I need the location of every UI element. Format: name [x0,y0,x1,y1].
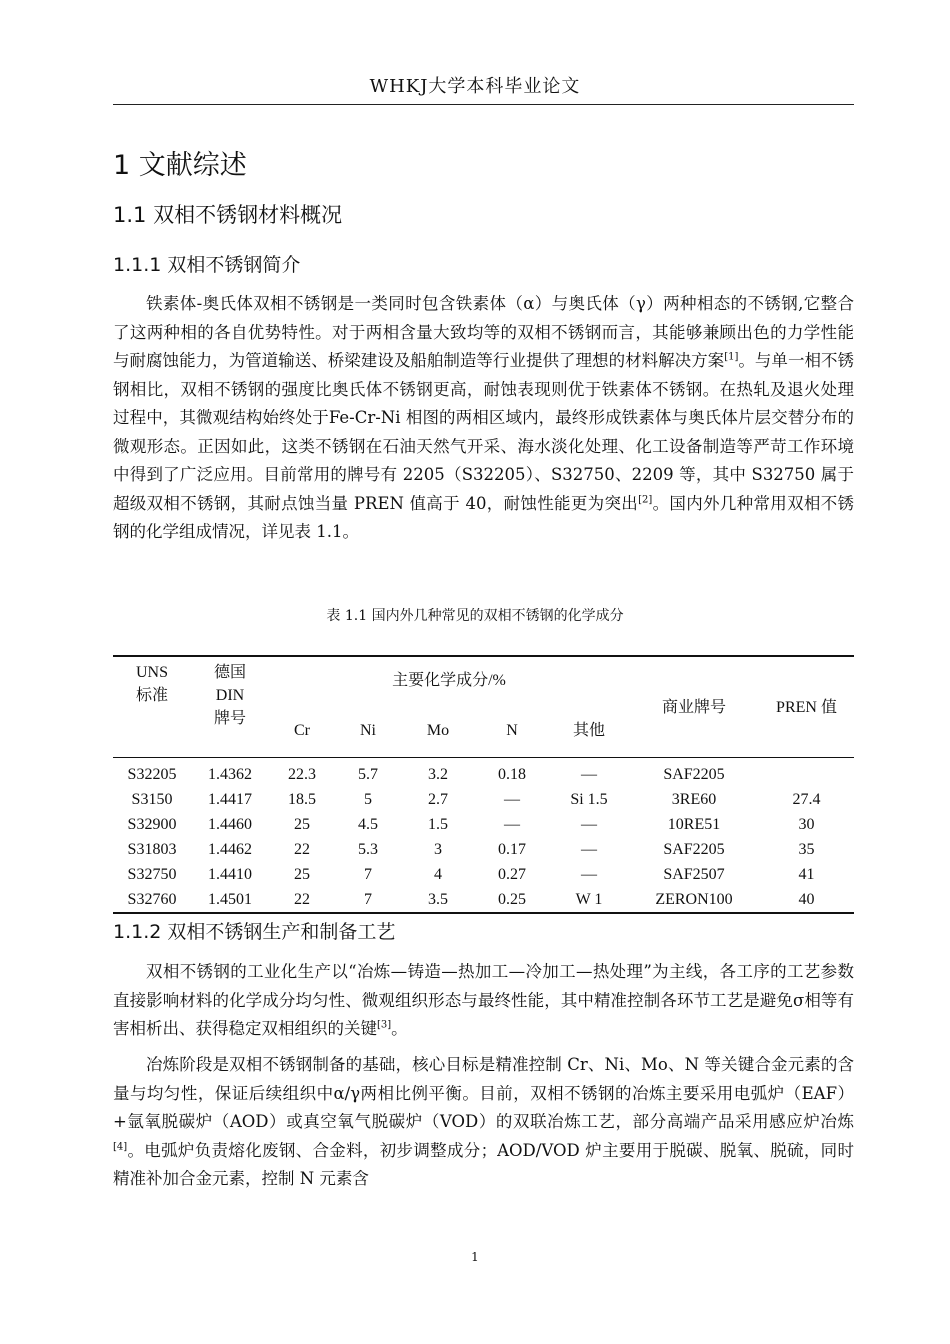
header-mo: Mo [401,705,475,758]
table-cell: 3RE60 [671,791,717,808]
header-text: 标准 [135,687,168,704]
paragraph-text: 。国内外几种常用双相不锈钢的化学组成情况，详见表 1.1。 [113,493,855,541]
table-cell: 1.4462 [208,841,252,858]
table-cell: 22 [294,841,310,858]
paragraph-process [113,958,854,1044]
header-uns [113,656,191,758]
table-row [113,758,854,788]
table-cell: SAF2205 [663,841,725,858]
header-text: DIN [215,687,245,704]
table-cell: S32205 [127,766,177,783]
table-cell: W 1 [549,887,629,913]
paragraph-intro [113,290,854,547]
citation[interactable]: [3] [377,1019,392,1031]
table-cell: 0.17 [498,841,526,858]
table-row [113,812,854,837]
table-cell: — [581,816,597,833]
table-cell: 0.18 [498,766,526,783]
header-pren: PREN 值 [759,656,854,758]
table-cell: 40 [759,887,854,913]
table-caption: 表 1.1 国内外几种常见的双相不锈钢的化学成分 [326,608,624,624]
citation[interactable]: [2] [638,494,653,505]
paragraph-smelting [113,1051,854,1194]
table-cell: 22 [269,887,335,913]
table-cell [759,758,854,788]
table-cell: — [504,816,520,833]
table-cell: 30 [798,816,815,833]
table-cell: 0.25 [475,887,549,913]
table-cell: 35 [798,841,815,858]
table-cell: 22.3 [288,766,316,783]
table-cell: 5 [364,791,372,808]
header-n: N [475,705,549,758]
paragraph-text: 。电弧炉负责熔化废钢、合金料，初步调整成分；AOD/VOD 炉主要用于脱碳、脱氧、脱硫，同时精准补加合金元素，控制 N 元素含 [113,1140,854,1188]
table-cell: 3.5 [401,887,475,913]
table-cell: 5.3 [358,841,378,858]
table-cell: 7 [335,887,401,913]
subsection-title-1: 1.1.1 双相不锈钢简介 [113,254,301,276]
paragraph-text: 双相不锈钢的工业化生产以“冶炼—铸造—热加工—冷加工—热处理”为主线，各工序的工艺参数直接影响材料的化学成分均匀性、微观组织形态与最终性能，其中精准控制各环节工艺是避免σ相等有害相析出、获得稳定双相组织的关键 [113,962,854,1038]
table-cell: 1.4362 [208,766,252,783]
table-cell: — [504,791,520,808]
table-cell: 41 [798,866,815,883]
header-rule [113,104,854,105]
table-cell: 7 [364,866,372,883]
header-cr: Cr [269,705,335,758]
header-text: UNS [135,664,168,681]
header-main-composition: 主要化学成分/% [269,656,629,705]
paragraph-text: 。与单一相不锈钢相比，双相不锈钢的强度比奥氏体不锈钢更高，耐蚀表现则优于铁素体不锈钢。在热轧及退火处理过程中，其微观结构始终处于Fe-Cr-Ni 相图的两相区域内，最终形成铁素体与奥氏体片层交替分布的微观形态。正因如此，这类不锈钢在石油天然气开采、海水淡化处理、化工设备制造等严苛工作环境中得到了广泛应用。目前常用的牌号有 2205（S32205）、S32750、2209 等，其中 S32750 属于超级双相不锈钢，其耐点蚀当量 PREN 值高于 40，耐蚀性能更为突出 [113,351,855,513]
table-row [113,787,854,812]
citation[interactable]: [4] [113,1141,128,1152]
table-cell: 18.5 [288,791,316,808]
table-cell: S32760 [113,887,191,913]
subsection-title-2: 1.1.2 双相不锈钢生产和制备工艺 [113,921,396,943]
table-row [113,862,854,887]
table-row [113,887,854,913]
table-cell: — [581,766,597,783]
table-cell: S31803 [127,841,177,858]
table-cell: 3 [434,841,442,858]
table-cell: 2.7 [428,791,448,808]
table-cell: — [581,866,597,883]
section-title: 1.1 双相不锈钢材料概况 [113,203,343,227]
table-cell: ZERON100 [629,887,759,913]
table-cell: 5.7 [358,766,378,783]
table-cell: 4 [434,866,442,883]
header-trade-name: 商业牌号 [629,656,759,758]
table-cell: 1.4410 [208,866,252,883]
table-cell: 25 [294,866,310,883]
paragraph-text: 。 [391,1019,408,1038]
page-number: 1 [471,1250,479,1264]
table-cell: S32900 [127,816,177,833]
table-cell: 10RE51 [667,816,721,833]
table-cell: 1.4417 [208,791,252,808]
paragraph-text: 冶炼阶段是双相不锈钢制备的基础，核心目标是精准控制 Cr、Ni、Mo、N 等关键合金元素的含量与均匀性，保证后续组织中α/γ两相比例平衡。目前，双相不锈钢的冶炼主要采用电弧炉（EAF）+氩氧脱碳炉（AOD）或真空氧气脱碳炉（VOD）的双联冶炼工艺，部分高端产品采用感应炉冶炼 [113,1055,854,1131]
table-cell: 0.27 [498,866,526,883]
table-cell: 1.4460 [208,816,252,833]
composition-table [113,655,854,914]
table-cell: S3150 [131,791,173,808]
chapter-title: 1 文献综述 [113,150,247,181]
citation[interactable]: [1] [724,351,739,363]
table-cell: 4.5 [358,816,378,833]
header-other: 其他 [549,705,629,758]
table-cell: SAF2507 [663,866,725,883]
running-header: WHKJ大学本科毕业论文 [369,76,581,97]
table-cell: SAF2205 [663,766,725,783]
paragraph-text: 铁素体-奥氏体双相不锈钢是一类同时包含铁素体（α）与奥氏体（γ）两种相态的不锈钢,它整合了这两种相的各自优势特性。对于两相含量大致均等的双相不锈钢而言，其能够兼顾出色的力学性能与耐腐蚀能力，为管道输送、桥梁建设及船舶制造等行业提供了理想的材料解决方案 [113,294,854,370]
table-cell: S32750 [127,866,177,883]
header-ni: Ni [335,705,401,758]
header-text: 德国 [213,664,246,681]
table-row [113,837,854,862]
table-cell: 1.4501 [191,887,269,913]
table-cell: 1.5 [428,816,448,833]
table-cell: 27.4 [792,791,821,808]
table-cell: 3.2 [428,766,448,783]
header-text: 牌号 [213,710,246,727]
table-cell: — [581,841,597,858]
table-cell: 25 [294,816,310,833]
table-cell: Si 1.5 [570,791,608,808]
header-din [191,656,269,758]
